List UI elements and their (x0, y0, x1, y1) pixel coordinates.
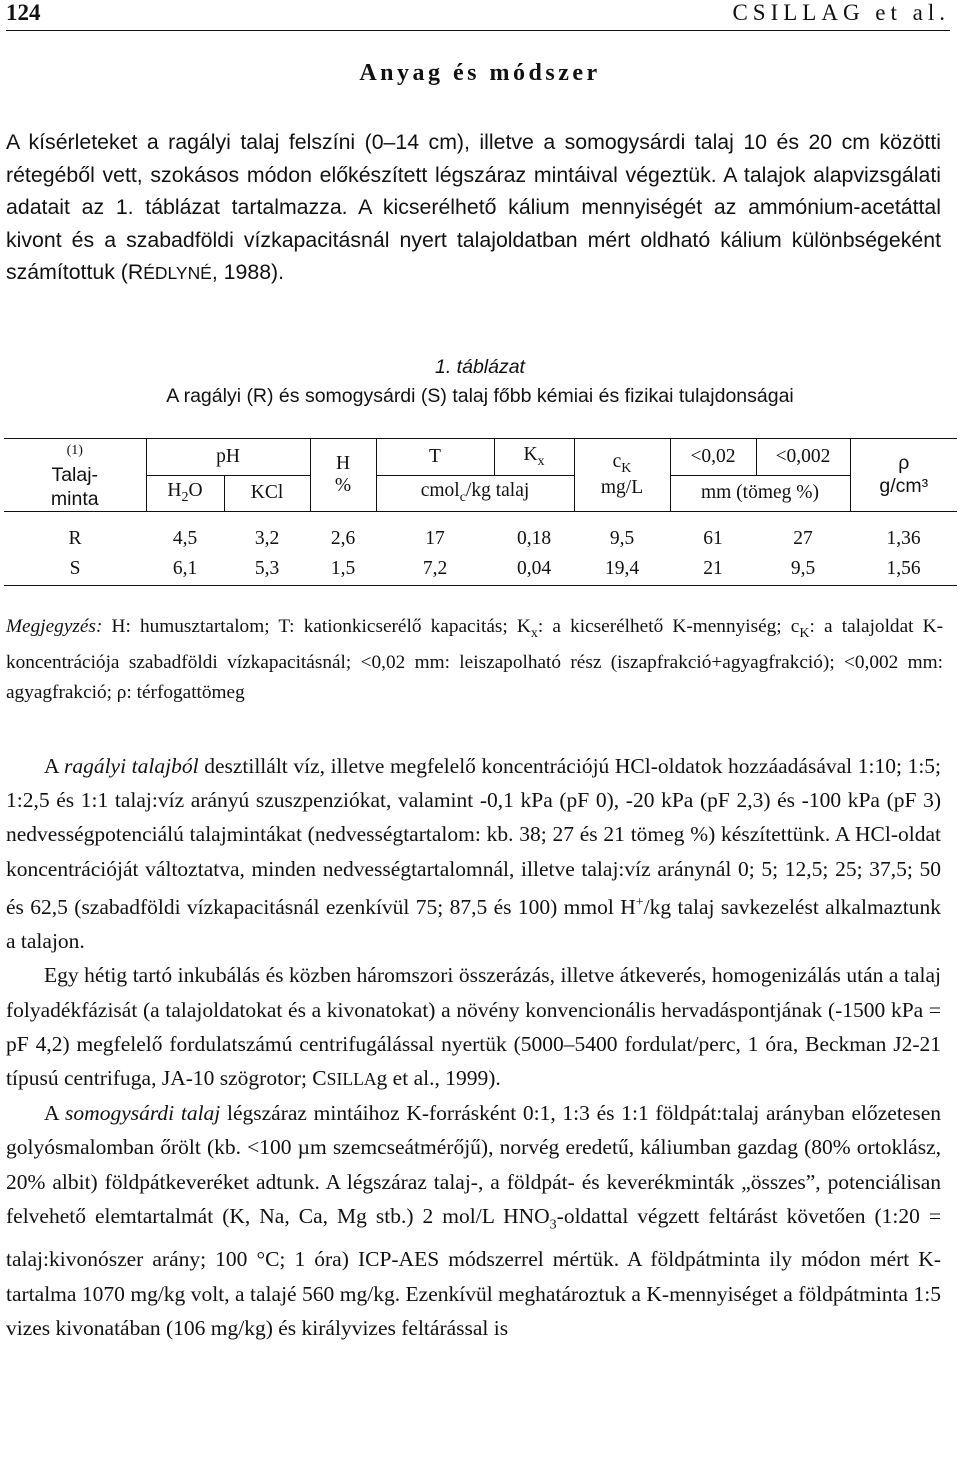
header-frac-unit: mm (tömeg %) (670, 475, 850, 512)
table-label: 1. táblázat (435, 356, 525, 378)
body-paragraph-3: A somogysárdi talaj légszáraz mintáihoz K-forrásként 0:1, 1:3 és 1:1 földpát:talaj arányban előzetesen golyósmalomban őrölt (kb. <100 µm szemcseátmérőjű), norvég eredetű, káliumban gazdag (80% ortoklász, 20% albit) földpátkeveréket adtunk. A légszáraz talaj-, a földpát- és keverékminták „összes”, potenciálisan felvehető elemtartalmát (K, Na, Ca, Mg stb.) 2 mol/L $HNO_3$-oldattal végzett feltárást követően (1:20 = talaj:kivonószer arány; 100 °C; 1 óra) ICP-AES módszerrel mértük. A földpátminta ily módon mért K-tartalma 1070 mg/kg volt, a talajé 560 mg/kg. Ezenkívül meghatároztuk a K-mennyiséget a földpátminta 1:5 vizes kivonatában (106 mg/kg) és királyvizes feltárással is (6, 1101, 941, 1340)
cell-lt002: 21 (670, 553, 756, 585)
header-note-number: (1) (66, 443, 83, 458)
header-tk-unit: cmol$_c$/kg talaj (376, 475, 574, 512)
soil-properties-table (4, 438, 957, 586)
cell-ck: 9,5 (609, 527, 635, 549)
cell-h: 1,5 (310, 553, 376, 585)
header-h-symbol: H (335, 453, 351, 474)
cell-sample: R (68, 527, 82, 549)
table-row (4, 524, 957, 553)
cell-kx: 0,18 (516, 527, 552, 549)
cell-lt0002: 27 (793, 527, 813, 549)
header-rho-symbol: ρ (898, 452, 910, 474)
intro-paragraph (6, 126, 941, 290)
cell-rho: 1,36 (886, 527, 921, 549)
cell-rho: 1,56 (850, 553, 957, 585)
header-ck (574, 439, 670, 512)
intro-author-smallcaps: ÉDLYNÉ (143, 263, 212, 284)
body-text (6, 749, 941, 1345)
header-sample (4, 439, 146, 512)
intro-text-1: A kísérleteket a ragályi talaj felszíni (0–14 cm), illetve a somogysárdi talaj 10 és 20 cm közötti rétegéből vett, szokásos módon előkészített légszáraz mintáival végeztük. A talajok alapvizsgálati adatait az 1. táblázat tartalmazza. A kicserélhető kálium mennyiségét az ammónium-acetáttal kivont és a szabadföldi vízkapacitásnál nyert talajoldatban mért oldható kálium különbségeként számítottuk (R (6, 130, 941, 285)
cell-t: 7,2 (376, 553, 494, 585)
header-kcl: KCl (224, 475, 310, 512)
header-rho (850, 439, 957, 512)
header-lt0002: <0,002 (756, 439, 850, 476)
header-lt002: <0,02 (670, 439, 756, 476)
header-ph: pH (146, 439, 310, 476)
cell-t: 17 (425, 527, 445, 549)
body-paragraph-2: Egy hétig tartó inkubálás és közben háromszori összerázás, illetve átkeverés, homogenizálás után a talaj folyadékfázisát (a talajoldatokat és a kivonatokat) a növény konvencionális hervadáspontjának (-1500 kPa = pF 4,2) megfelelő fordulatszámú centrifugálással nyertük (5000–5400 fordulat/perc, 1 óra, Beckman J2-21 típusú centrifuga, JA-10 szögrotor; CSILLAg et al., 1999). (6, 963, 941, 1090)
note-label: Megjegyzés: (6, 616, 103, 637)
header-h2o: $H_2O$ (146, 475, 224, 512)
intro-text-2: , 1988). (211, 260, 285, 285)
section-title: Anyag és módszer (359, 60, 601, 86)
table-title: A ragályi (R) és somogysárdi (S) talaj főbb kémiai és fizikai tulajdonságai (166, 385, 794, 407)
cell-lt002: 61 (703, 527, 723, 549)
header-ck-symbol: $c_K$ (612, 451, 632, 476)
header-h (310, 439, 376, 512)
cell-ck: 19,4 (574, 553, 670, 585)
table-row (4, 553, 957, 585)
header-sample-label: Talaj- minta (50, 464, 99, 510)
header-h-unit: % (334, 475, 352, 496)
body-paragraph-1: A ragályi talajból desztillált víz, illetve megfelelő koncentrációjú HCl-oldatok hozzáadásával 1:10; 1:5; 1:2,5 és 1:1 talaj:víz arányú szuszpenziókat, valamint -0,1 kPa (pF 0), -20 kPa (pF 2,3) és -100 kPa (pF 3) nedvességpotenciálú talajmintákat (nedvességtartalom: kb. 38; 27 és 21 tömeg %) készítettünk. A HCl-oldat koncentrációját változtatva, minden nedvességtartalomnál, illetve talaj:víz aránynál 0; 5; 12,5; 25; 37,5; 50 és 62,5 (szabadföldi vízkapacitásnál ezenkívül 75; 87,5 és 100) mmol H+/kg talaj savkezelést alkalmaztunk a talajon. (6, 754, 942, 954)
header-ck-unit: mg/L (600, 476, 644, 498)
cell-kx: 0,04 (494, 553, 574, 585)
header-t: T (376, 439, 494, 476)
cell-ph-h2o: 6,1 (146, 553, 224, 585)
cell-lt0002: 9,5 (756, 553, 850, 585)
table-note: Megjegyzés: H: humusztartalom; T: kationkicserélő kapacitás; $K_x$: a kicserélhető K-mennyiség; $c_K$: a talajoldat K-koncentrációja szabadföldi vízkapacitásnál; <0,02 mm: leiszapolható rész (iszapfrakció+agyagfrakció); <0,002 mm: agyagfrakció; ρ: térfogattömeg (6, 616, 943, 703)
header-rho-unit: g/cm³ (879, 475, 929, 497)
cell-h: 2,6 (330, 527, 356, 549)
cell-ph-kcl: 5,3 (224, 553, 310, 585)
cell-ph-kcl: 3,2 (254, 527, 280, 549)
running-title: CSILLAG et al. (732, 0, 950, 25)
header-kx: $K_x$ (494, 439, 574, 476)
running-header (6, 0, 950, 31)
cell-sample: S (4, 553, 146, 585)
cell-ph-h2o: 4,5 (172, 527, 198, 549)
page-number: 124 (6, 0, 41, 25)
